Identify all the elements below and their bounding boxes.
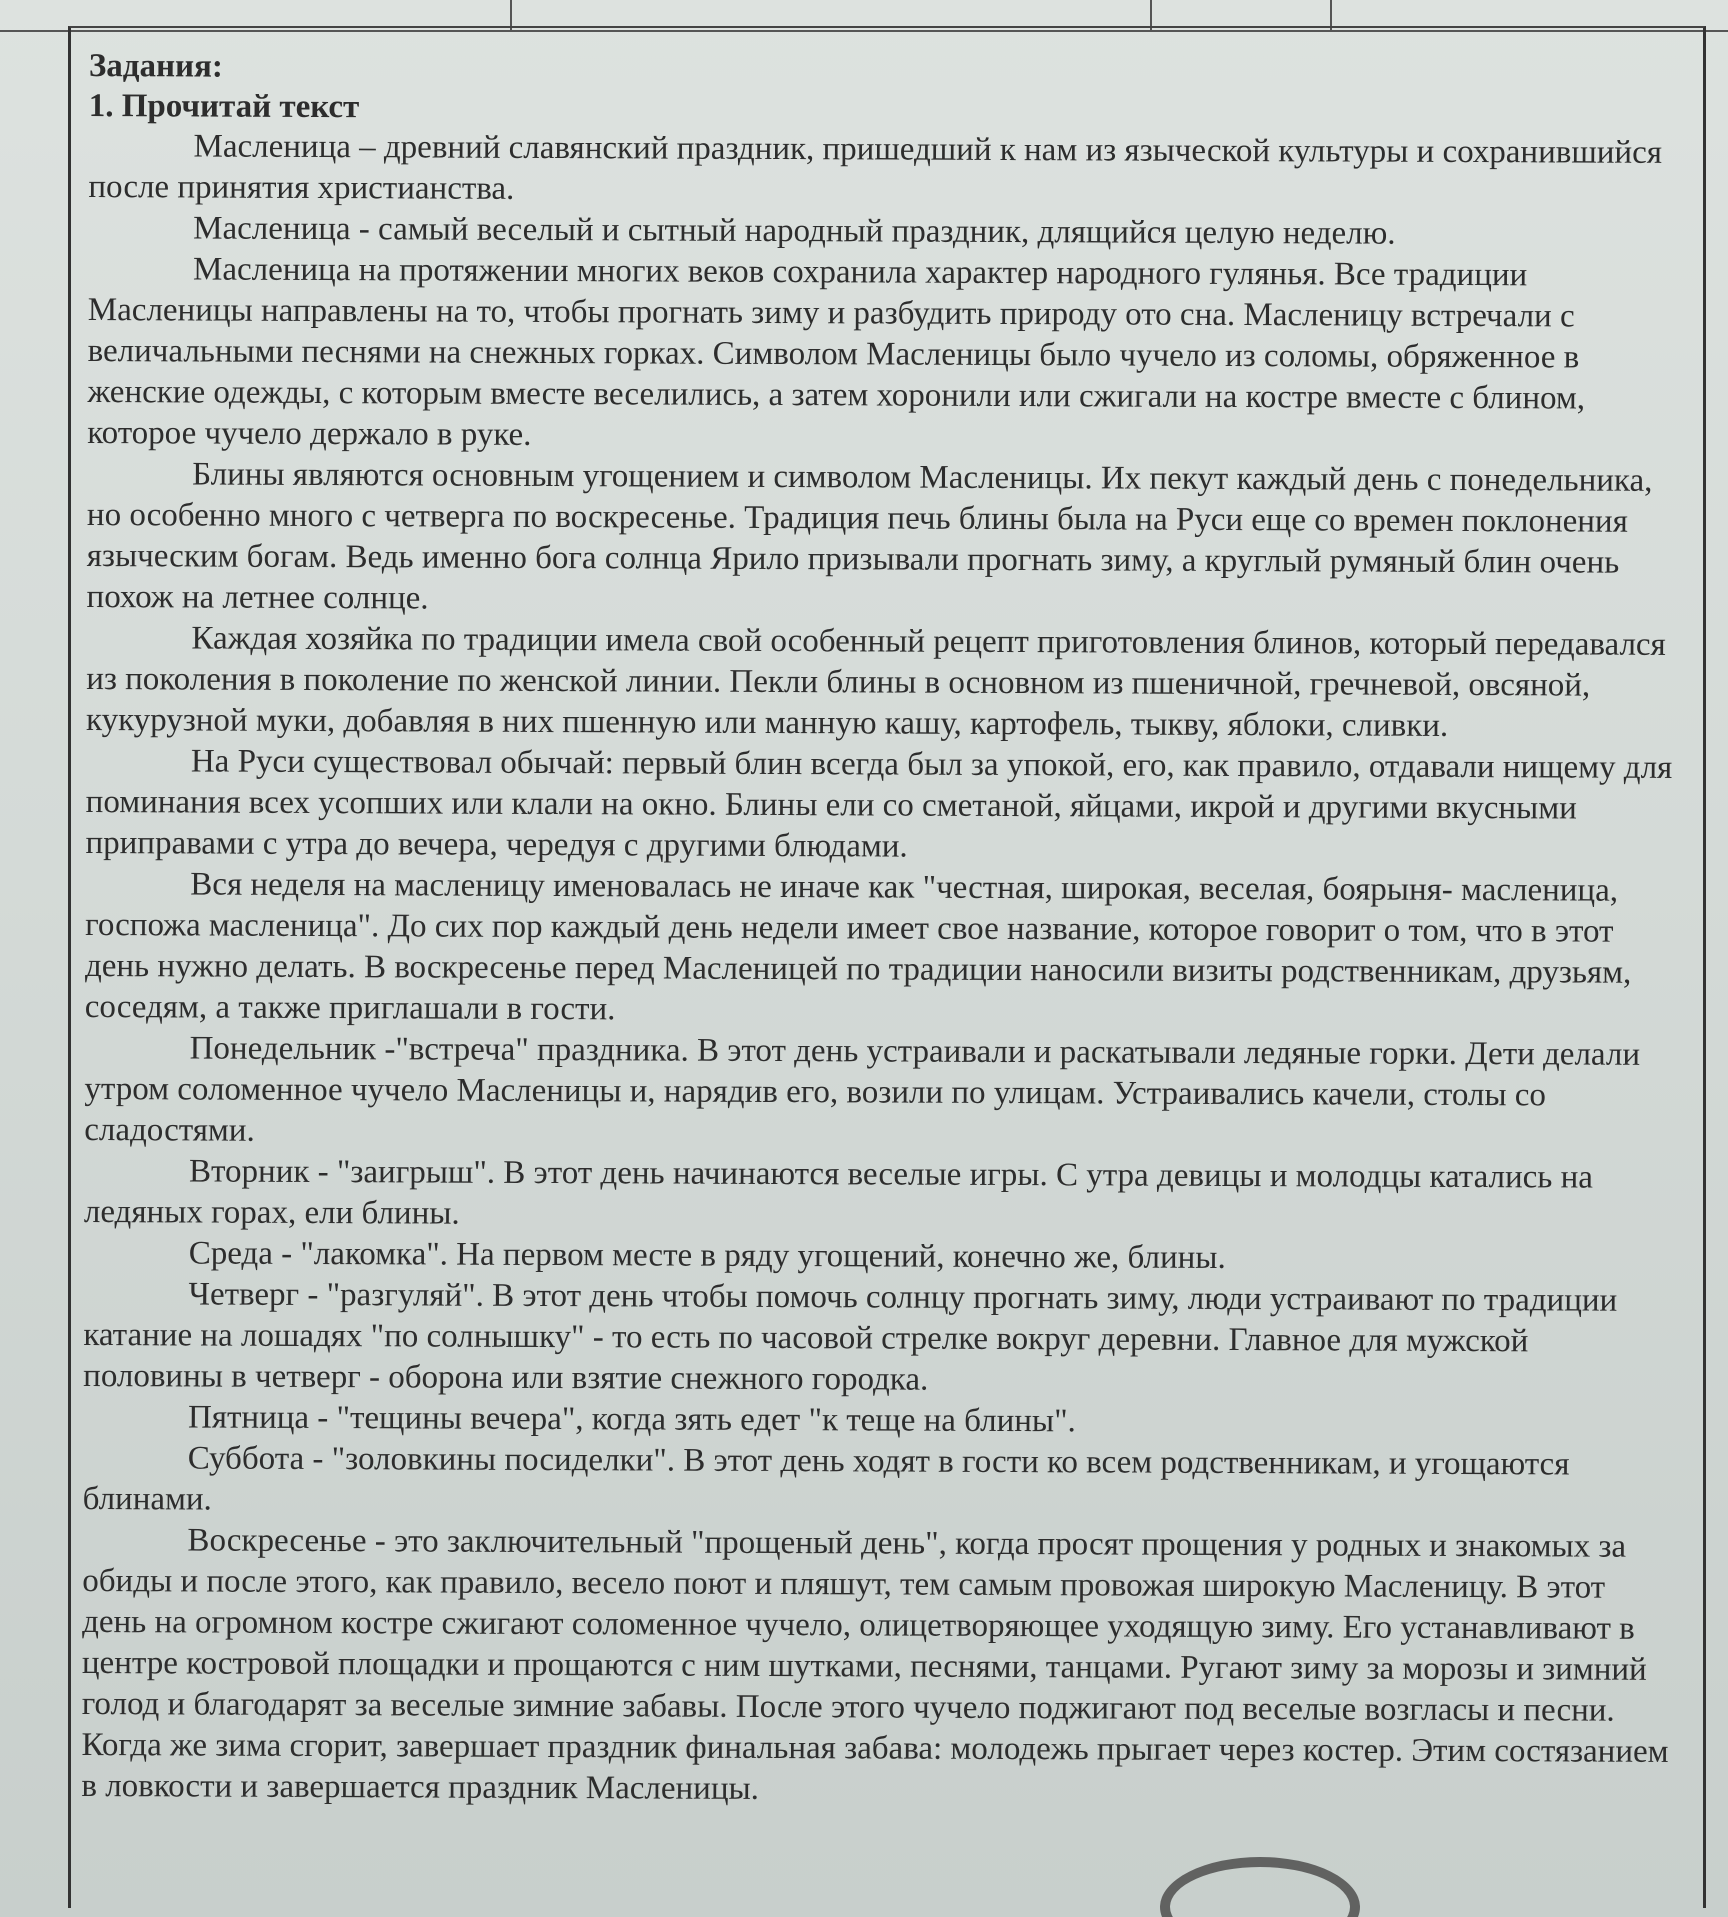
paragraph: Каждая хозяйка по традиции имела свой особенный рецепт приготовления блинов, который передавался из поколения в поколение по женской линии. Пекли блины в основном из пшеничной, гречневой, овсяной, кукурузной муки, добавляя в них пшенную или манную кашу, картофель, тыкву, яблоки, сливки.	[85, 620, 1666, 744]
read-text-heading: 1. Прочитай текст	[88, 87, 360, 126]
paragraph: Вся неделя на масленицу именовалась не иначе как "честная, широкая, веселая, боярыня- масленица, госпожа масленица". До сих пор каждый день недели имеет свое название, которое говорит о том, что в этот день нужно делать. В воскресенье перед Масленицей по традиции наносили визиты родственникам, друзьям, соседям, а также приглашали в гости.	[84, 866, 1632, 1028]
paragraph: Масленица - самый веселый и сытный народный праздник, длящийся целую неделю.	[193, 210, 1396, 252]
paragraph: На Руси существовал обычай: первый блин всегда был за упокой, его, как правило, отдавали нищему для поминания всех усопших или клали на окно. Блины ели со сметаной, яйцами, икрой и другими вкусными приправами с утра до вечера, чередуя с другими блюдами.	[85, 743, 1673, 865]
paragraph: Воскресенье - это заключительный "прощеный день", когда просят прощения у родных и знакомых за обиды и после этого, как правило, весело поют и пляшут, тем самым провожая широкую Масленицу. В этот день на огромном костре сжигают соломенное чучело, олицетворяющее уходящую зиму. Его устанавливают в центре костровой площадки и прощаются с ним шутками, песнями, танцами. Ругают зиму за морозы и зимний голод и благодарят за веселые зимние забавы. После этого чучело поджигают под веселые возгласы и песни. Когда же зима сгорит, завершает праздник финальная забава: молодежь прыгает через костер. Этим состязанием в ловкости и завершается праздник Масленицы.	[81, 1522, 1669, 1807]
paragraph: Суббота - "золовкины посиделки". В этот день ходят в гости ко всем родственникам, и угощаются блинами.	[82, 1440, 1570, 1518]
paragraph: Вторник - "заигрыш". В этот день начинаются веселые игры. С утра девицы и молодцы катались на ледяных горах, ели блины.	[83, 1153, 1594, 1232]
worksheet-content	[81, 46, 1679, 1814]
worksheet-frame	[68, 26, 1706, 1908]
paragraph: Среда - "лакомка". На первом месте в ряду угощений, конечно же, блины.	[188, 1235, 1226, 1276]
paragraph: Четверг - "разгуляй". В этот день чтобы помочь солнцу прогнать зиму, люди устраивают по традиции катание на лошадях "по солнышку" - то есть по часовой стрелке вокруг деревни. Главное для мужской половины в четверг - оборона или взятие снежного городка.	[83, 1276, 1618, 1398]
paragraph: Масленица – древний славянский праздник, пришедший к нам из языческой культуры и сохранившийся после принятия христианства.	[88, 128, 1663, 207]
tasks-heading: Задания:	[88, 47, 223, 85]
paragraph: Блины являются основным угощением и символом Масленицы. Их пекут каждый день с понедельника, но особенно много с четверга по воскресенье. Традиция печь блины была на Руси еще со времен поклонения языческим богам. Ведь именно бога солнца Ярило призывали прогнать зиму, а круглый румяный блин очень похож на летнее солнце.	[86, 456, 1653, 617]
paragraph: Пятница - "тещины вечера", когда зять едет "к теще на блины".	[187, 1399, 1076, 1440]
paragraph: Масленица на протяжении многих веков сохранила характер народного гулянья. Все традиции Масленицы направлены на то, чтобы прогнать зиму и разбудить природу ото сна. Масленицу встречали с величальными песнями на снежных горках. Символом Масленицы было чучело из соломы, обряженное в женские одежды, с которым вместе веселились, а затем хоронили или сжигали на костре вместе с блином, которое чучело держало в руке.	[87, 251, 1586, 453]
paragraph: Понедельник -"встреча" праздника. В этот день устраивали и раскатывали ледяные горки. Дети делали утром соломенное чучело Масленицы и, нарядив его, возили по улицам. Устраивались качели, столы со сладостями.	[84, 1030, 1641, 1149]
